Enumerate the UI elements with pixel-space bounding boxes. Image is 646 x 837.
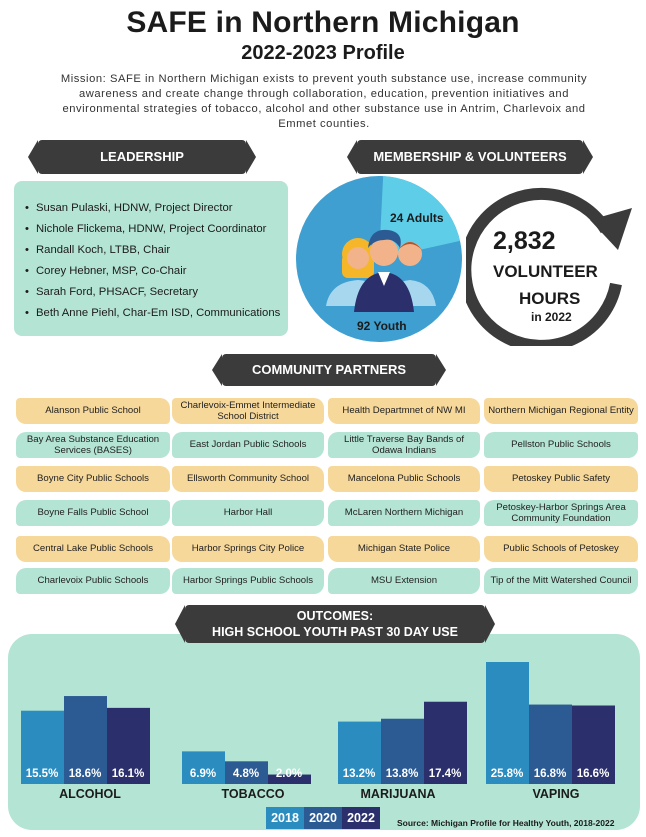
leader-item: • Randall Koch, LTBB, Chair [25, 240, 278, 261]
volunteer-hours-label-2: HOURS [519, 289, 581, 308]
partner-tag: Bay Area Substance Education Services (BASES) [16, 432, 170, 458]
category-label-marijuana: MARIJUANA [360, 787, 436, 801]
bar-vaping-2018 [486, 662, 529, 784]
page-subtitle: 2022-2023 Profile [241, 42, 405, 64]
bar-value-label: 2.0% [275, 768, 303, 780]
bar-value-label: 16.8% [533, 768, 567, 780]
partner-tag: Public Schools of Petoskey [484, 536, 638, 562]
partner-tag: East Jordan Public Schools [172, 432, 324, 458]
volunteer-hours-label: VOLUNTEER [493, 262, 598, 281]
volunteer-hours-year: in 2022 [531, 310, 572, 324]
partner-tag: Harbor Hall [172, 500, 324, 526]
partner-tag: Charlevoix-Emmet Intermediate School District [172, 398, 324, 424]
category-label-vaping: VAPING [532, 787, 580, 801]
category-label-tobacco: TOBACCO [221, 787, 285, 801]
page-title: SAFE in Northern Michigan [126, 6, 520, 39]
partner-tag: Little Traverse Bay Bands of Odawa Indians [328, 432, 480, 458]
bar-value-label: 16.6% [576, 768, 610, 780]
outcomes-heading-line2: HIGH SCHOOL YOUTH PAST 30 DAY USE [212, 625, 458, 639]
partner-tag: Boyne Falls Public School [16, 500, 170, 526]
partner-tag: Charlevoix Public Schools [16, 568, 170, 594]
bar-value-label: 25.8% [490, 768, 524, 780]
partner-tag: Michigan State Police [328, 536, 480, 562]
bar-value-label: 13.2% [342, 768, 376, 780]
legend-2022: 2022 [342, 807, 380, 829]
legend-2018: 2018 [266, 807, 304, 829]
legend-2020: 2020 [304, 807, 342, 829]
category-label-alcohol: ALCOHOL [59, 787, 121, 801]
leader-item: • Beth Anne Piehl, Char-Em ISD, Communications [25, 303, 278, 324]
bar-value-label: 15.5% [25, 768, 59, 780]
partner-tag: Petoskey-Harbor Springs Area Community Foundation [484, 500, 638, 526]
membership-heading: MEMBERSHIP & VOLUNTEERS [357, 140, 583, 174]
data-source: Source: Michigan Profile for Healthy Youth, 2018-2022 [397, 818, 615, 828]
partner-tag: Ellsworth Community School [172, 466, 324, 492]
partner-tag: Alanson Public School [16, 398, 170, 424]
leader-item: • Sarah Ford, PHSACF, Secretary [25, 282, 278, 303]
leader-item: • Nichole Flickema, HDNW, Project Coordinator [25, 219, 278, 240]
partner-tag: Central Lake Public Schools [16, 536, 170, 562]
bar-value-label: 4.8% [232, 768, 260, 780]
partner-tag: MSU Extension [328, 568, 480, 594]
partner-tag: Northern Michigan Regional Entity [484, 398, 638, 424]
bar-value-label: 17.4% [428, 768, 462, 780]
partner-tag: Pellston Public Schools [484, 432, 638, 458]
leader-item: • Corey Hebner, MSP, Co-Chair [25, 261, 278, 282]
partner-tag: Harbor Springs City Police [172, 536, 324, 562]
partner-tag: Tip of the Mitt Watershed Council [484, 568, 638, 594]
partner-tag: Health Departmnet of NW MI [328, 398, 480, 424]
partner-tag: Harbor Springs Public Schools [172, 568, 324, 594]
mission-statement: Mission: SAFE in Northern Michigan exists to prevent youth substance use, increase community awareness and create change through collaboration, education, prevention initiatives and environmental strategies of tobacco, alcohol and other substance use in Antrim, Charlevoix and Emmet counties. [60, 73, 588, 130]
partner-tag: Petoskey Public Safety [484, 466, 638, 492]
partners-heading: COMMUNITY PARTNERS [222, 354, 436, 386]
leadership-heading: LEADERSHIP [38, 140, 246, 174]
leader-item: • Susan Pulaski, HDNW, Project Director [25, 198, 278, 219]
partner-tag: Boyne City Public Schools [16, 466, 170, 492]
partner-tag: McLaren Northern Michigan [328, 500, 480, 526]
outcomes-heading-line1: OUTCOMES: [296, 609, 374, 623]
partner-tag: Mancelona Public Schools [328, 466, 480, 492]
adults-label: 24 Adults [390, 211, 444, 225]
youth-label: 92 Youth [357, 319, 407, 333]
volunteer-hours-number: 2,832 [493, 227, 556, 255]
bar-value-label: 13.8% [385, 768, 419, 780]
bar-value-label: 16.1% [111, 768, 145, 780]
bar-value-label: 6.9% [189, 768, 217, 780]
bar-value-label: 18.6% [68, 768, 102, 780]
